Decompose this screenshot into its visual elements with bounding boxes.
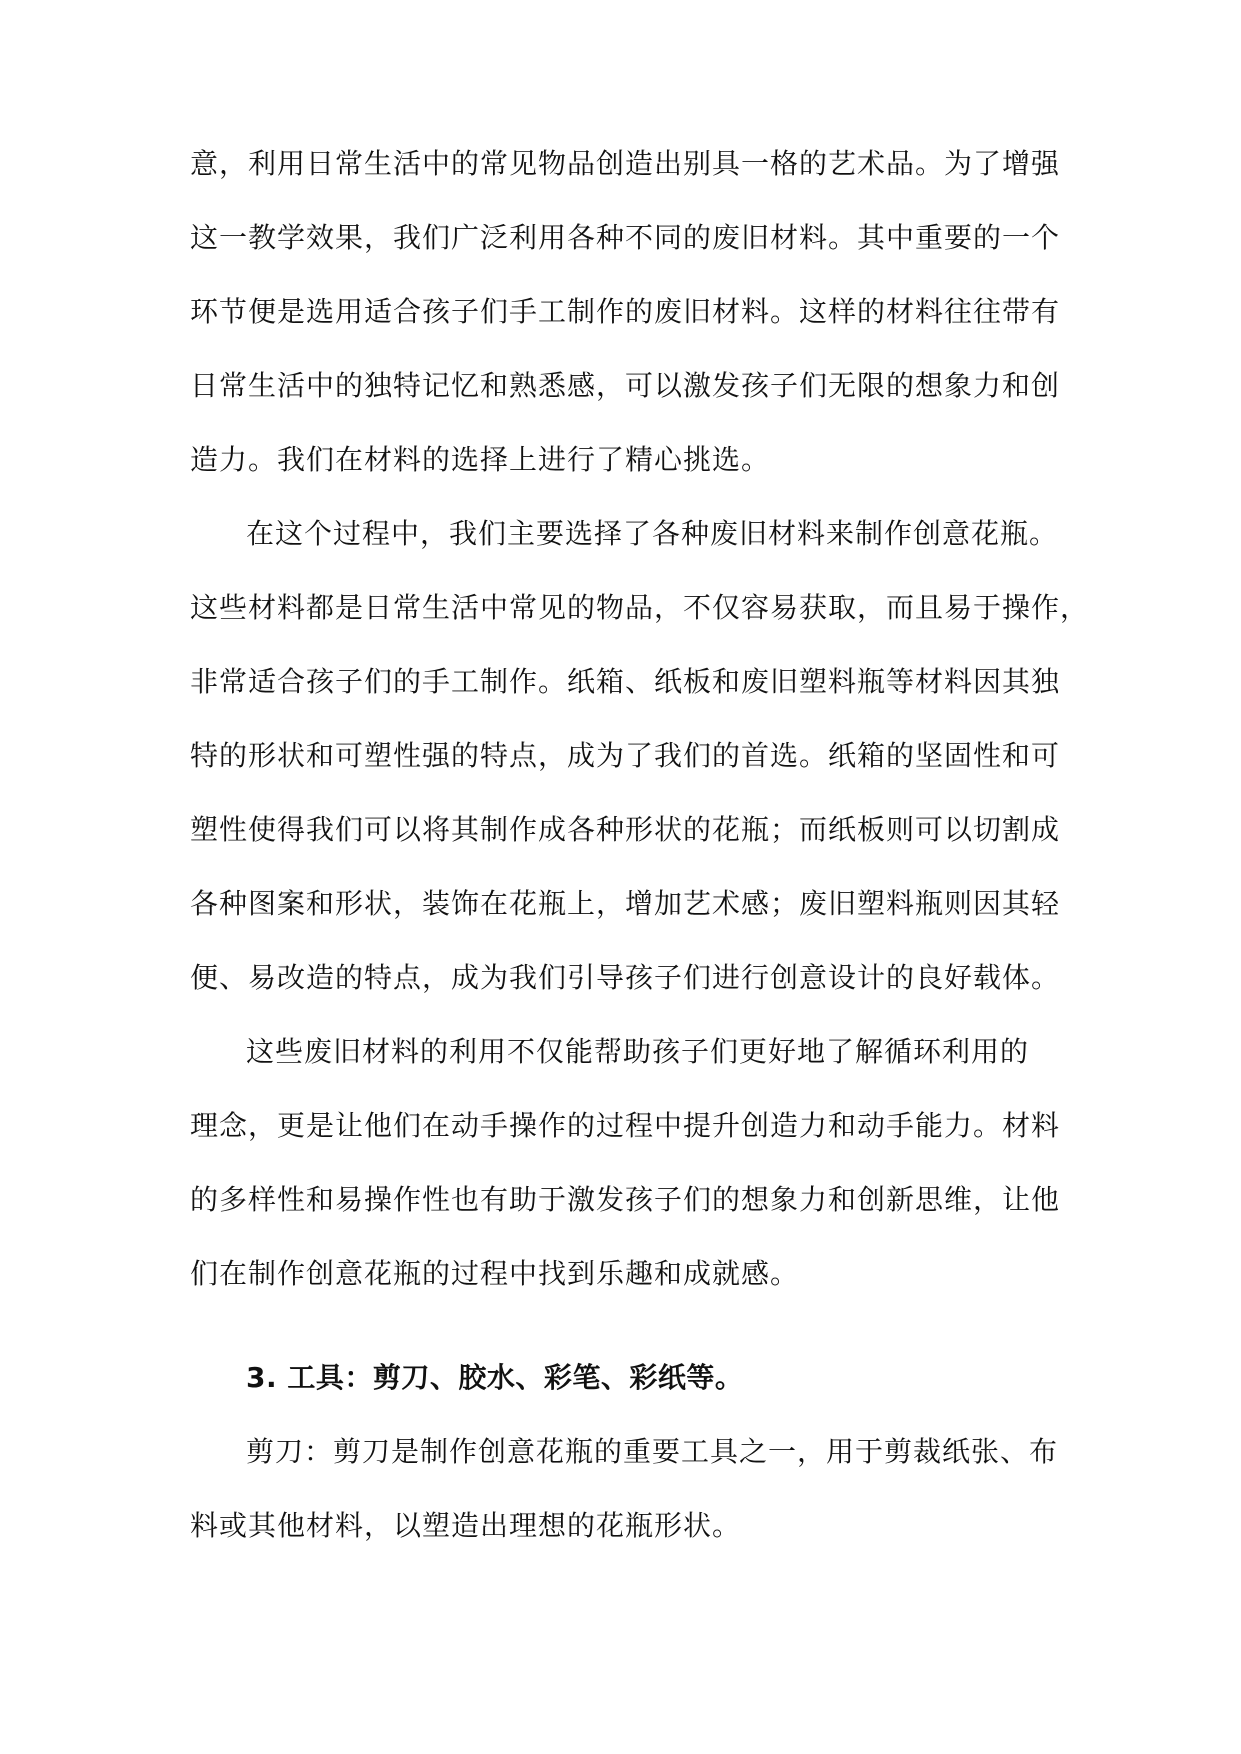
text-line: 料或其他材料，以塑造出理想的花瓶形状。 — [190, 1509, 742, 1542]
text-line: 理念，更是让他们在动手操作的过程中提升创造力和动手能力。材料 — [190, 1109, 1061, 1142]
text-line: 造力。我们在材料的选择上进行了精心挑选。 — [190, 443, 771, 476]
text-line: 这些废旧材料的利用不仅能帮助孩子们更好地了解循环利用的 — [246, 1035, 1030, 1068]
paragraph-materials-choice — [190, 516, 1090, 1034]
text-line: 这些材料都是日常生活中常见的物品，不仅容易获取，而且易于操作， — [190, 591, 1090, 624]
text-line: 们在制作创意花瓶的过程中找到乐趣和成就感。 — [190, 1257, 800, 1290]
text-line: 非常适合孩子们的手工制作。纸箱、纸板和废旧塑料瓶等材料因其独 — [190, 665, 1061, 698]
paragraph-materials-intro — [190, 146, 1061, 516]
section-heading-tools: 3. 工具：剪刀、胶水、彩笔、彩纸等。 — [246, 1361, 744, 1394]
text-line: 在这个过程中，我们主要选择了各种废旧材料来制作创意花瓶。 — [246, 517, 1059, 550]
text-line: 的多样性和易操作性也有助于激发孩子们的想象力和创新思维，让他 — [190, 1183, 1061, 1216]
document-body — [190, 146, 1090, 1582]
text-line: 塑性使得我们可以将其制作成各种形状的花瓶；而纸板则可以切割成 — [190, 813, 1061, 846]
text-line: 日常生活中的独特记忆和熟悉感，可以激发孩子们无限的想象力和创 — [190, 369, 1061, 402]
text-line: 各种图案和形状，装饰在花瓶上，增加艺术感；废旧塑料瓶则因其轻 — [190, 887, 1061, 920]
text-line: 意，利用日常生活中的常见物品创造出别具一格的艺术品。为了增强 — [190, 147, 1061, 180]
text-line: 便、易改造的特点，成为我们引导孩子们进行创意设计的良好载体。 — [190, 961, 1061, 994]
text-line: 特的形状和可塑性强的特点，成为了我们的首选。纸箱的坚固性和可 — [190, 739, 1061, 772]
text-line: 这一教学效果，我们广泛利用各种不同的废旧材料。其中重要的一个 — [190, 221, 1061, 254]
paragraph-recycling-benefits — [190, 1034, 1061, 1330]
paragraph-scissors — [190, 1434, 1059, 1582]
text-line: 剪刀：剪刀是制作创意花瓶的重要工具之一，用于剪裁纸张、布 — [246, 1435, 1059, 1468]
text-line: 环节便是选用适合孩子们手工制作的废旧材料。这样的材料往往带有 — [190, 295, 1061, 328]
